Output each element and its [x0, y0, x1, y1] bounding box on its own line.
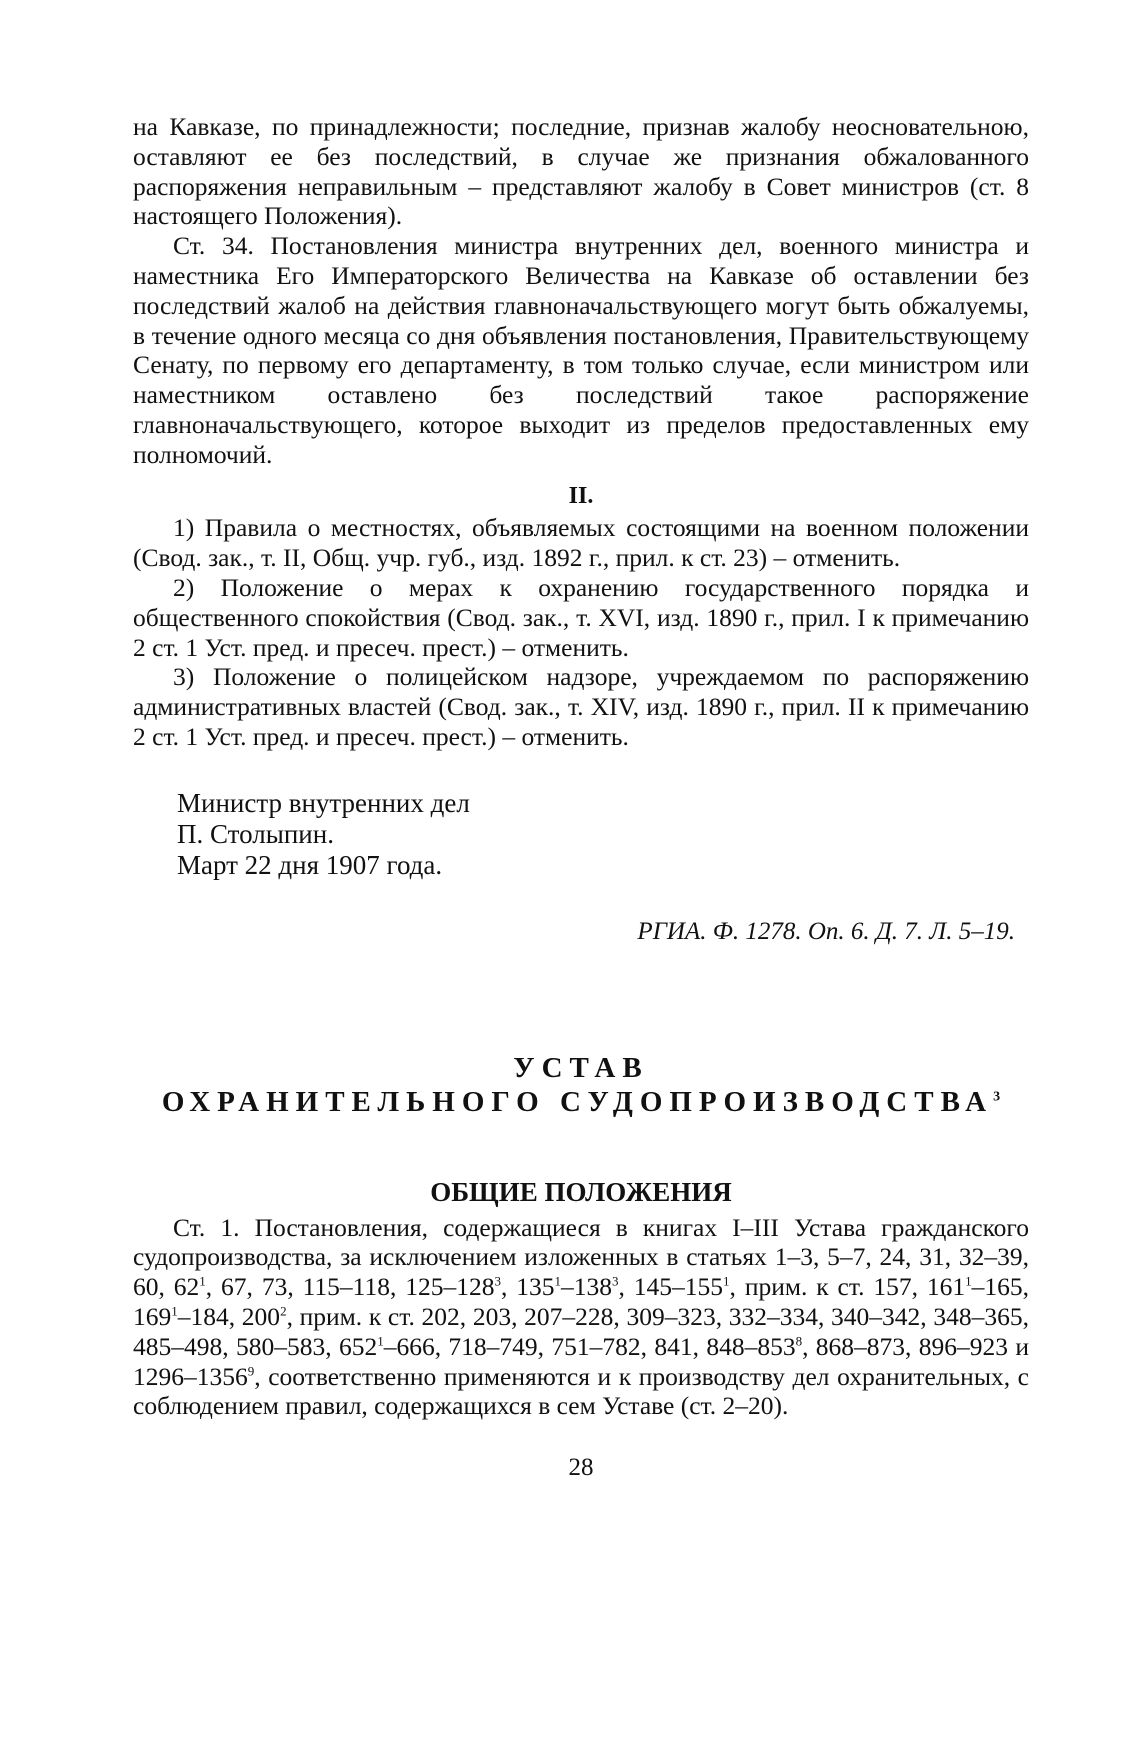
- document-page: [133, 112, 1029, 1483]
- article-1-text-10: –666, 718–749, 751–782, 841, 848–853: [383, 1331, 796, 1361]
- superscript: 1: [554, 1273, 562, 1289]
- article-1-text-3: , 135: [500, 1272, 555, 1302]
- superscript: 1: [171, 1303, 178, 1319]
- archive-reference: РГИА. Ф. 1278. Оп. 6. Д. 7. Л. 5–19.: [637, 917, 1015, 945]
- ustav-title-line2-text: ОХРАНИТЕЛЬНОГО СУДОПРОИЗВОДСТВА: [161, 1085, 994, 1118]
- article-1-text-4: –138: [561, 1272, 613, 1302]
- signature-block: [133, 788, 1029, 881]
- article-1-text-1: Ст. 1. Постановления, содержащиеся в книгах I–III Устава гражданского судопроизводства, за исключением изложенных в статьях 1–3, 5–7, 24, 31, 32–39, 60, 62: [133, 1212, 1029, 1302]
- page-number: 28: [568, 1454, 594, 1482]
- signature-position: Министр внутренних дел: [177, 787, 470, 818]
- signature-name: П. Столыпин.: [177, 818, 334, 849]
- superscript: 1: [723, 1273, 730, 1289]
- article-1-text-6: , прим. к ст. 157, 161: [729, 1272, 966, 1302]
- repeal-item-2: 2) Положение о мерах к охранению государственного порядка и общественного спокойствия (Свод. зак., т. XVI, изд. 1890 г., прил. I к примечанию 2 ст. 1 Уст. пред. и пресеч. прест.) – отменить.: [133, 572, 1029, 662]
- superscript: 2: [280, 1303, 287, 1319]
- article-1-text-12: , соответственно применяются и к производству дел охранительных, с соблюдением правил, содержащихся в сем Уставе (ст. 2–20).: [133, 1361, 1029, 1421]
- ustav-footnote-mark: 3: [993, 1088, 1001, 1104]
- superscript: 3: [494, 1273, 501, 1289]
- article-1-text-2: , 67, 73, 115–118, 125–128: [205, 1272, 495, 1302]
- superscript: 1: [377, 1333, 384, 1349]
- article-1-text-8: –184, 200: [177, 1301, 281, 1331]
- article-1-text-5: , 145–155: [618, 1272, 724, 1302]
- general-provisions-title: ОБЩИЕ ПОЛОЖЕНИЯ: [430, 1176, 732, 1207]
- repeal-item-1: 1) Правила о местностях, объявляемых состоящими на военном положении (Свод. зак., т. II, Общ. учр. губ., изд. 1892 г., прил. к ст. 23) – отменить.: [133, 513, 1029, 573]
- article-34: Ст. 34. Постановления министра внутренних дел, военного министра и наместника Его Императорского Величества на Кавказе об оставлении без последствий жалоб на действия главноначальствующего могут быть обжалуемы, в течение одного месяца со дня объявления постановления, Правительствующему Сенату, по первому его департаменту, в том только случае, если министром или наместником оставлено без последствий такое распоряжение главноначальствующего, которое выходит из пределов предоставленных ему полномочий.: [133, 231, 1029, 469]
- article-1-text-11: , 868–873, 896–923 и 1296–1356: [133, 1331, 1029, 1391]
- repeal-item-3: 3) Положение о полицейском надзоре, учреждаемом по распоряжению административных властей (Свод. зак., т. XIV, изд. 1890 г., прил. II к примечанию 2 ст. 1 Уст. пред. и пресеч. прест.) – отменить.: [133, 662, 1029, 751]
- article-1: [133, 1213, 1029, 1422]
- article-1-text-7: –165, 169: [133, 1272, 1030, 1331]
- article-1-text-9: , прим. к ст. 202, 203, 207–228, 309–323, 332–334, 340–342, 348–365, 485–498, 580–583, 652: [133, 1301, 1029, 1361]
- superscript: 1: [199, 1273, 206, 1289]
- ustav-title-line2: [133, 1085, 1029, 1119]
- ustav-title-line1: УСТАВ: [513, 1051, 649, 1084]
- ustav-title: [133, 1051, 1029, 1119]
- superscript: 1: [965, 1273, 972, 1289]
- top-paragraph: на Кавказе, по принадлежности; последние, признав жалобу неосновательною, оставляют ее без последствий, в случае же признания обжалованного распоряжения неправильным – представляют жалобу в Совет министров (ст. 8 настоящего Положения).: [133, 112, 1029, 231]
- superscript: 8: [795, 1333, 803, 1349]
- section-roman-numeral: II.: [568, 482, 594, 509]
- superscript: 9: [247, 1363, 255, 1379]
- signature-date: Март 22 дня 1907 года.: [177, 849, 443, 880]
- superscript: 3: [612, 1273, 619, 1289]
